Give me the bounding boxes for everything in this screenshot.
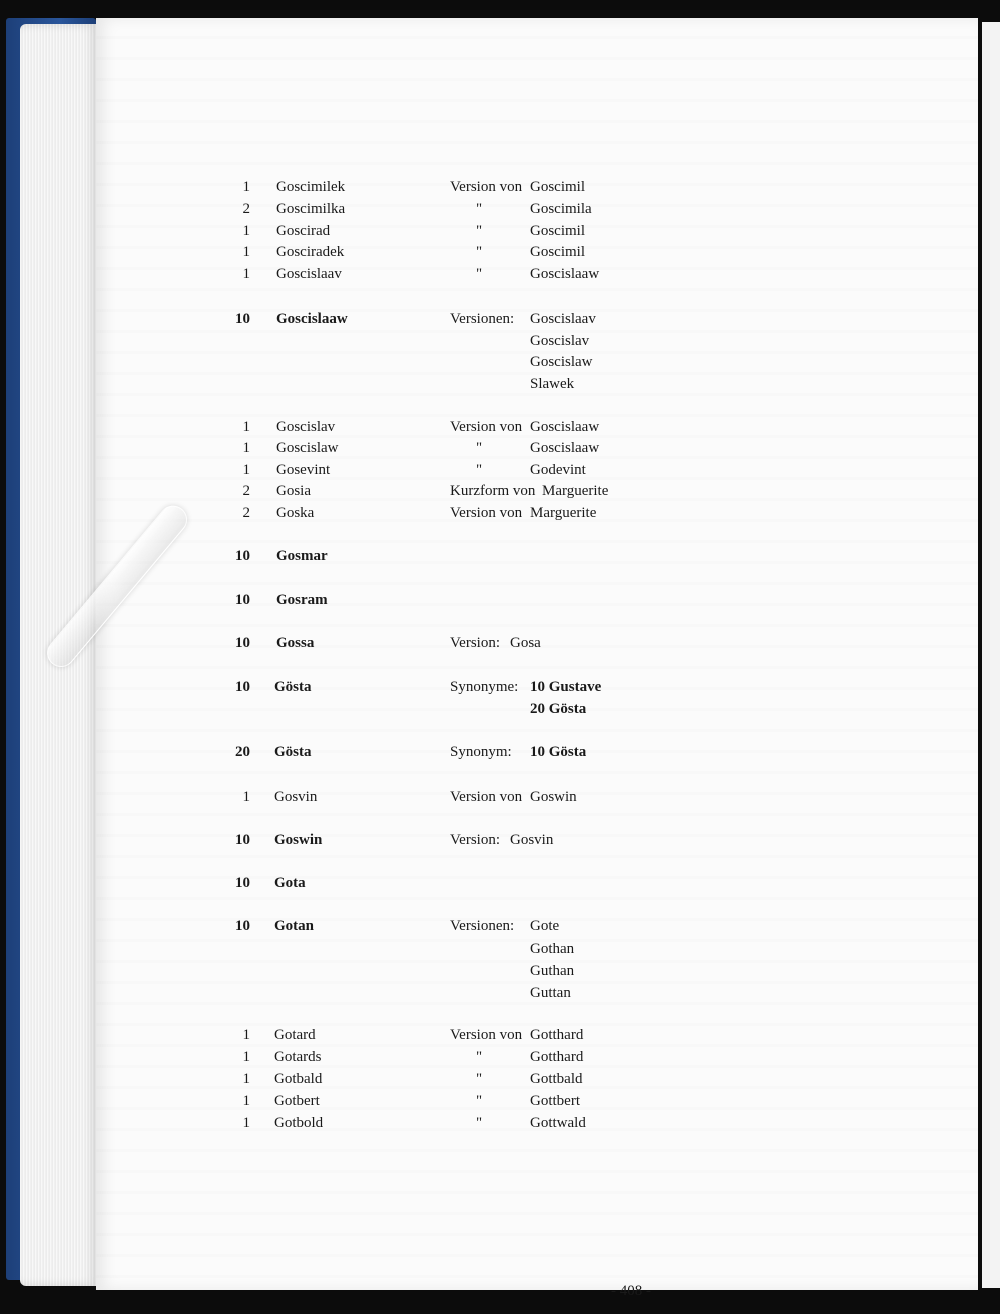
list-item xyxy=(96,263,956,285)
entry-count: 1 xyxy=(242,419,250,435)
entry-description-prefix: Version von xyxy=(450,419,523,435)
entry-name: Gotbert xyxy=(274,1093,320,1109)
entry-description-prefix: " xyxy=(476,223,483,239)
entry-name: Gotards xyxy=(274,1049,322,1065)
entry-description: Marguerite xyxy=(542,483,609,499)
entry-name: Gota xyxy=(274,875,306,891)
list-item xyxy=(96,545,956,567)
entry-count: 10 xyxy=(235,548,250,564)
list-item xyxy=(96,829,956,851)
entry-name: Gosia xyxy=(276,483,311,499)
entry-description-prefix: Version von xyxy=(450,789,523,805)
list-item xyxy=(96,1112,956,1134)
entry-count: 1 xyxy=(242,1049,250,1065)
entry-description: Goscislaaw xyxy=(530,419,600,435)
list-item xyxy=(96,915,956,937)
entry-description-prefix: Version: xyxy=(450,635,500,651)
entry-description-prefix: Versionen: xyxy=(450,918,515,934)
entry-count: 1 xyxy=(242,1115,250,1131)
entry-count: 1 xyxy=(242,440,250,456)
list-item xyxy=(96,982,956,1004)
entry-description-prefix: Synonym: xyxy=(450,744,512,760)
entry-name: Goscislaw xyxy=(276,440,339,456)
entry-count: 20 xyxy=(235,744,250,760)
entry-description: Goscislaaw xyxy=(530,440,600,456)
entry-description: Slawek xyxy=(530,376,575,392)
entry-name: Gösta xyxy=(274,679,312,695)
entry-count: 10 xyxy=(235,311,250,327)
entry-description: Gosa xyxy=(510,635,541,651)
book-page xyxy=(96,18,978,1299)
entry-name: Gotbold xyxy=(274,1115,324,1131)
entry-description: Godevint xyxy=(530,462,586,478)
list-item xyxy=(96,437,956,459)
list-item xyxy=(96,459,956,481)
entry-name: Goscirad xyxy=(276,223,331,239)
entry-description-prefix: " xyxy=(476,1115,483,1131)
list-item xyxy=(96,872,956,894)
list-item xyxy=(96,1068,956,1090)
entry-name: Gosmar xyxy=(276,548,328,564)
entry-count: 1 xyxy=(242,179,250,195)
list-item xyxy=(96,938,956,960)
entry-name: Goscislav xyxy=(276,419,336,435)
list-item xyxy=(96,676,956,698)
list-item xyxy=(96,176,956,198)
entry-description: Gottbert xyxy=(530,1093,580,1109)
name-list xyxy=(96,18,978,1290)
entry-description-prefix: " xyxy=(476,244,483,260)
entry-description-prefix: " xyxy=(476,1093,483,1109)
entry-name: Gossa xyxy=(276,635,315,651)
entry-count: 1 xyxy=(242,462,250,478)
list-item xyxy=(96,373,956,395)
entry-description: Goscimil xyxy=(530,244,585,260)
entry-count: 2 xyxy=(242,201,250,217)
entry-name: Goscislaav xyxy=(276,266,342,282)
list-item xyxy=(96,330,956,352)
entry-name: Gösta xyxy=(274,744,312,760)
entry-description: Gotthard xyxy=(530,1027,584,1043)
entry-count: 10 xyxy=(235,679,250,695)
entry-description: Guttan xyxy=(530,985,571,1001)
entry-description-prefix: Version: xyxy=(450,832,500,848)
list-item xyxy=(96,351,956,373)
entry-description: Gottbald xyxy=(530,1071,583,1087)
entry-description: Goscimil xyxy=(530,179,585,195)
entry-description: Goscislaw xyxy=(530,354,593,370)
entry-description: Goscislaav xyxy=(530,311,596,327)
entry-name: Goska xyxy=(276,505,315,521)
entry-description: 20 Gösta xyxy=(530,701,587,717)
entry-name: Goscislaaw xyxy=(276,311,348,327)
list-item xyxy=(96,960,956,982)
entry-count: 2 xyxy=(242,483,250,499)
entry-description: Gotthard xyxy=(530,1049,584,1065)
entry-description-prefix: Version von xyxy=(450,1027,523,1043)
entry-description: Gottwald xyxy=(530,1115,586,1131)
list-item xyxy=(96,632,956,654)
entry-description: 10 Gösta xyxy=(530,744,587,760)
entry-name: Gosevint xyxy=(276,462,331,478)
entry-name: Gotan xyxy=(274,918,315,934)
entry-name: Gosvin xyxy=(274,789,318,805)
list-item xyxy=(96,698,956,720)
entry-description: Goscimila xyxy=(530,201,592,217)
entry-count: 1 xyxy=(242,1071,250,1087)
list-item xyxy=(96,308,956,330)
entry-count: 10 xyxy=(235,875,250,891)
list-item xyxy=(96,786,956,808)
entry-description: Goswin xyxy=(530,789,577,805)
entry-description: Gosvin xyxy=(510,832,554,848)
entry-description-prefix: Version von xyxy=(450,505,523,521)
entry-count: 1 xyxy=(242,789,250,805)
entry-description: Gote xyxy=(530,918,560,934)
entry-description: Guthan xyxy=(530,963,575,979)
list-item xyxy=(96,741,956,763)
entry-description: 10 Gustave xyxy=(530,679,602,695)
list-item xyxy=(96,480,956,502)
entry-description-prefix: Version von xyxy=(450,179,523,195)
list-item xyxy=(96,589,956,611)
entry-description-prefix: " xyxy=(476,1071,483,1087)
entry-name: Gosram xyxy=(276,592,328,608)
entry-description: Gothan xyxy=(530,941,575,957)
entry-description: Goscimil xyxy=(530,223,585,239)
entry-name: Gotbald xyxy=(274,1071,323,1087)
entry-description-prefix: " xyxy=(476,440,483,456)
list-item xyxy=(96,416,956,438)
list-item xyxy=(96,241,956,263)
entry-count: 1 xyxy=(242,1093,250,1109)
entry-count: 1 xyxy=(242,1027,250,1043)
entry-count: 10 xyxy=(235,592,250,608)
entry-description-prefix: Kurzform von xyxy=(450,483,536,499)
entry-description: Goscislav xyxy=(530,333,590,349)
entry-count: 10 xyxy=(235,635,250,651)
entry-name: Gotard xyxy=(274,1027,316,1043)
entry-name: Goscimilek xyxy=(276,179,346,195)
entry-description: Marguerite xyxy=(530,505,597,521)
list-item xyxy=(96,502,956,524)
entry-name: Gosciradek xyxy=(276,244,345,260)
entry-description-prefix: " xyxy=(476,462,483,478)
entry-description-prefix: " xyxy=(476,1049,483,1065)
entry-name: Goscimilka xyxy=(276,201,346,217)
entry-description: Goscislaaw xyxy=(530,266,600,282)
entry-count: 10 xyxy=(235,832,250,848)
entry-count: 1 xyxy=(242,266,250,282)
list-item xyxy=(96,1024,956,1046)
entry-description-prefix: " xyxy=(476,266,483,282)
entry-description-prefix: Synonyme: xyxy=(450,679,519,695)
entry-name: Goswin xyxy=(274,832,323,848)
entry-description-prefix: Versionen: xyxy=(450,311,515,327)
list-item xyxy=(96,198,956,220)
facing-page-edge xyxy=(982,22,1000,1288)
entry-count: 1 xyxy=(242,244,250,260)
entry-count: 1 xyxy=(242,223,250,239)
list-item xyxy=(96,1090,956,1112)
list-item xyxy=(96,220,956,242)
entry-count: 10 xyxy=(235,918,250,934)
entry-description-prefix: " xyxy=(476,201,483,217)
entry-count: 2 xyxy=(242,505,250,521)
list-item xyxy=(96,1046,956,1068)
page-number: - 408 - xyxy=(611,1283,651,1299)
